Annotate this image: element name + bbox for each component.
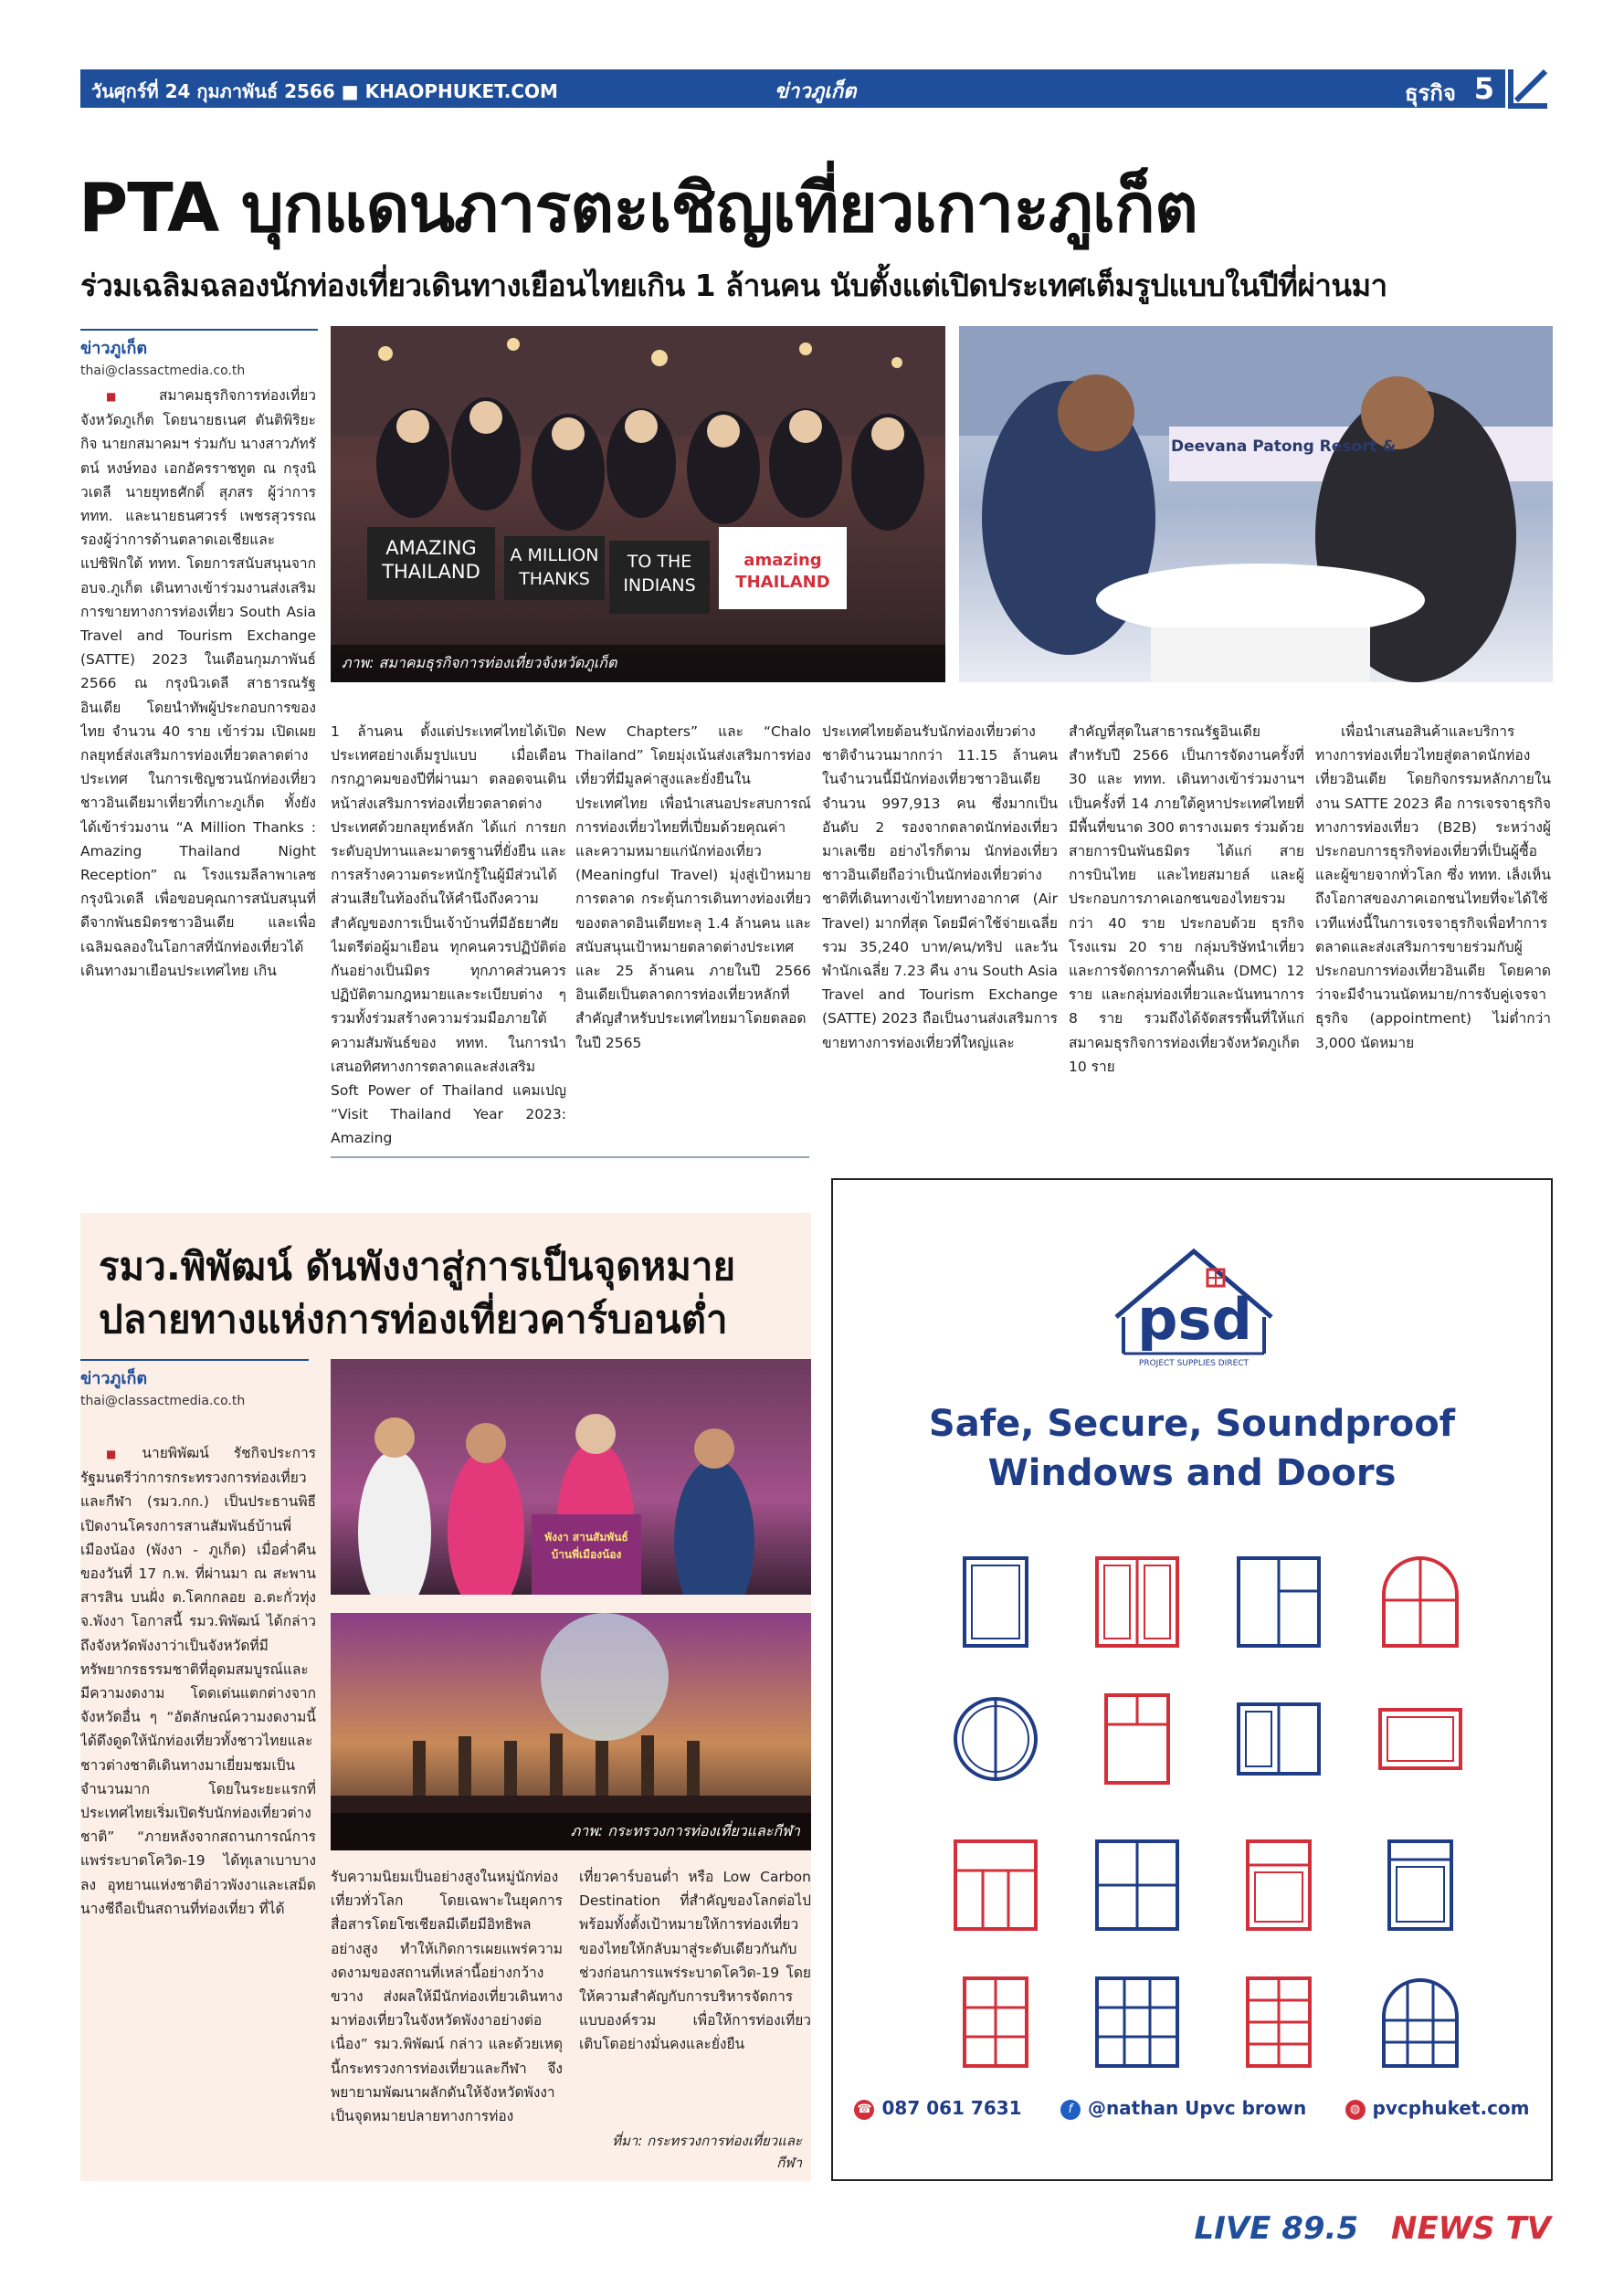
advertisement (831, 1178, 1553, 2181)
article2-col3-text: เที่ยวคาร์บอนต่ำ หรือ Low Carbon Destination ที่สำคัญของโลกต่อไป พร้อมทั้งตั้งเป้าหมายให้การท่องเที่ยวของไทยให้กลับมาสู่ระดับเดียวกันกับช่วงก่อนการแพร่ระบาดโควิด-19 โดยให้ความสำคัญกับการบริหารจัดการแบบองค์รวม เพื่อให้การท่องเที่ยวเติบโตอย่างมั่นคงและยั่งยืน (579, 1869, 811, 2053)
round-window-icon (952, 1692, 1039, 1786)
advert-tagline-line2: Windows and Doors (987, 1452, 1397, 1494)
photo-cultural-performance (331, 1613, 811, 1850)
advert-phone-text: 087 061 7631 (881, 2097, 1022, 2119)
article2-headline: รมว.พิพัฒน์ ดันพังงาสู่การเป็นจุดหมายปลายทางแห่งการท่องเที่ยวคาร์บอนต่ำ (99, 1244, 736, 1342)
psd-logo-text: psd (1137, 1286, 1252, 1353)
photo-b2b-scene (959, 326, 1553, 682)
arched-window-icon (1376, 1555, 1464, 1649)
single-window-icon (952, 1555, 1039, 1649)
article2-source: ที่มา: กระทรวงการท่องเที่ยวและกีฬา (612, 2133, 802, 2171)
colonial-window-icon (1235, 1975, 1323, 2070)
advert-tagline-line1: Safe, Secure, Soundproof (928, 1403, 1456, 1445)
photo-caption: ภาพ: กระทรวงการท่องเที่ยวและกีฬา (331, 1813, 811, 1850)
advert-phone[interactable] (854, 2097, 1021, 2119)
article1-col4-text: ประเทศไทยต้อนรับนักท่องเที่ยวต่างชาติจำนวนมากกว่า 11.15 ล้านคน ในจำนวนนี้มีนักท่องเที่ยวชาวอินเดีย จำนวน 997,913 คน ซึ่งมากเป็นอันดับ 2 รองจากตลาดนักท่องเที่ยวมาเลเซีย อย่างไรก็ตาม นักท่องเที่ยวชาวอินเดียถือว่าเป็นนักท่องเที่ยวต่างชาติที่เดินทางเข้าไทยทางอากาศ (Air Travel) มากที่สุด โดยมีค่าใช้จ่ายเฉลี่ยรวม 35,240 บาท/คน/ทริป และวันพำนักเฉลี่ย 7.23 คืน งาน South Asia Travel and Tourism Exchange (SATTE) 2023 ถือเป็นงานส่งเสริมการขายทางการท่องเที่ยวที่ใหญ่และ (822, 723, 1058, 1051)
article1-col2-text: 1 ล้านคน ตั้งแต่ประเทศไทยได้เปิดประเทศอย่างเต็มรูปแบบ เมื่อเดือนกรกฎาคมของปีที่ผ่านมา ตลอดจนเดินหน้าส่งเสริมการท่องเที่ยวตลาดต่างประเทศด้วยกลยุทธ์หลัก ได้แก่ การยกระดับอุปทานและมาตรฐานที่ยั่งยืน และการสร้างความตระหนักรู้ในผู้มีส่วนได้ส่วนเสียในท้องถิ่นให้คำนึงถึงความสำคัญของการเป็นเจ้าบ้านที่มีอัธยาศัยไมตรีต่อผู้มาเยือน ทุกคนควรปฏิบัติต่อกันอย่างเป็นมิตร ทุกภาคส่วนควรปฏิบัติตามกฎหมายและระเบียบต่าง ๆ รวมทั้งร่วมสร้างความร่วมมือภายใต้ความสัมพันธ์ของ ททท. ในการนำเสนอทิศทางการตลาดและส่งเสริม Soft Power of Thailand แคมเปญ “Visit Thailand Year 2023: Amazing (331, 723, 566, 1147)
sign-a-million-thanks: A MILLION THANKS (510, 545, 599, 589)
page-number: 5 (1473, 71, 1494, 106)
split-window-icon (1235, 1555, 1323, 1649)
newspaper-logo: ข่าวภูเก็ต (775, 80, 857, 103)
byline-name: ข่าวภูเก็ต (80, 329, 318, 361)
casement-window-icon (1093, 1692, 1181, 1786)
article2-column-3 (579, 1865, 811, 2084)
psd-logo-subtitle: PROJECT SUPPLIES DIRECT (1138, 1359, 1250, 1368)
byline-article2 (80, 1359, 309, 1408)
photo-b2b-meeting (959, 326, 1553, 682)
byline-email: thai@classactmedia.co.th (80, 1394, 246, 1408)
article2-column-2 (331, 1865, 563, 2179)
sign-to-the-indians: TO THE INDIANS (623, 552, 696, 595)
triple-window-icon (952, 1838, 1039, 1933)
phone-icon: ☎ (854, 2100, 874, 2120)
sign-amazing-thailand-logo: amazing THAILAND (735, 551, 830, 592)
advert-facebook-text: @nathan Upvc brown (1087, 2097, 1307, 2119)
four-pane-window-icon (1093, 1838, 1181, 1933)
article1-column-4 (822, 720, 1058, 1149)
article1-col1-text: สมาคมธุรกิจการท่องเที่ยวจังหวัดภูเก็ต โดยนายธเนศ ตันติพิริยะกิจ นายกสมาคมฯ ร่วมกับ นางสาวภัทรัตน์ หงษ์ทอง เอกอัครราชทูต ณ กรุงนิวเดลี นายยุทธศักดิ์ สุภสร ผู้ว่าการ ททท. และนายธนศวรร์ เพชรสุวรรณ รองผู้ว่าการด้านตลาดเอเชียและแปซิฟิกใต้ ททท. โดยการสนับสนุนจาก อบจ.ภูเก็ต เดินทางเข้าร่วมงานส่งเสริมการขายทางการท่องเที่ยว South Asia Travel and Tourism Exchange (SATTE) 2023 ในเดือนกุมภาพันธ์ 2566 ณ กรุงนิวเดลี สาธารณรัฐอินเดีย โดยนำทัพผู้ประกอบการของไทย จำนวน 40 ราย เข้าร่วม เปิดเผยกลยุทธ์ส่งเสริมการท่องเที่ยวตลาดต่างประเทศ ในการเชิญชวนนักท่องเที่ยวชาวอินเดียมาเที่ยวที่เกาะภูเก็ต ทั้งยังได้เข้าร่วมงาน “A Million Thanks : Amazing Thailand Night Reception” ณ โรงแรมลีลาพาเลซ กรุงนิวเดลี เพื่อขอบคุณการสนับสนุนที่ดีจากพันธมิตรชาวอินเดีย และเพื่อเฉลิมฉลองในโอกาสที่นักท่องเที่ยวได้เดินทางมาเยือนประเทศไทย เกิน (80, 387, 316, 979)
facebook-icon: f (1060, 2100, 1081, 2120)
main-headline: PTA บุกแดนภารตะเชิญเที่ยวเกาะภูเก็ต (79, 169, 1197, 248)
corner-arrow-icon (1505, 64, 1553, 111)
article1-col3-text: New Chapters” และ “Chalo Thailand” โดยมุ่งเน้นส่งเสริมการท่องเที่ยวที่มีมูลค่าสูงและยั่งยืนในประเทศไทย เพื่อนำเสนอประสบการณ์การท่องเที่ยวไทยที่เปี่ยมด้วยคุณค่าและความหมายแก่นักท่องเที่ยว (Meaningful Travel) มุ่งสู่เป้าหมายการตลาด กระตุ้นการเดินทางท่องเที่ยวของตลาดอินเดียทะลุ 1.4 ล้านคน และสนับสนุนเป้าหมายตลาดต่างประเทศและ 25 ล้านคน ภายในปี 2566 อินเดียเป็นตลาดการท่องเที่ยวหลักที่สำคัญสำหรับประเทศไทยมาโดยตลอด ในปี 2565 (575, 723, 811, 1051)
news-tv-logo: NEWS TV (1390, 2210, 1551, 2247)
photo-caption: ภาพ: สมาคมธุรกิจการท่องเที่ยวจังหวัดภูเก็ต (331, 645, 945, 682)
byline-name: ข่าวภูเก็ต (80, 1359, 309, 1391)
sign-amazing-thailand: AMAZING THAILAND (382, 537, 480, 583)
header-bar (80, 69, 1553, 108)
sliding-window-icon (1235, 1692, 1323, 1786)
footer-logos (1195, 2210, 1551, 2247)
grid-window-blue-icon (1093, 1975, 1181, 2070)
advert-website[interactable] (1345, 2097, 1530, 2119)
advert-contact-row (833, 2097, 1551, 2120)
photo-delegation-scene (331, 326, 945, 682)
advert-tagline (833, 1399, 1551, 1498)
article2-col2-text: รับความนิยมเป็นอย่างสูงในหมู่นักท่องเที่ยวทั่วโลก โดยเฉพาะในยุคการสื่อสารโดยโซเชียลมีเดียมีอิทธิพลอย่างสูง ทำให้เกิดการเผยแพร่ความงดงามของสถานที่เหล่านี้อย่างกว้างขวาง ส่งผลให้มีนักท่องเที่ยวเดินทางมาท่องเที่ยวในจังหวัดพังงาอย่างต่อเนื่อง” รมว.พิพัฒน์ กล่าว และด้วยเหตุนี้กระทรวงการท่องเที่ยวและกีฬา จึงพยายามพัฒนาผลักดันให้จังหวัดพังงาเป็นจุดหมายปลายทางการท่อง (331, 1869, 563, 2125)
advert-facebook[interactable] (1060, 2097, 1306, 2119)
column-divider (331, 1156, 809, 1158)
sub-headline: ร่วมเฉลิมฉลองนักท่องเที่ยวเดินทางเยือนไทยเกิน 1 ล้านคน นับตั้งแต่เปิดประเทศเต็มรูปแบบในปีที่ผ่านมา (80, 268, 1387, 303)
sign-deevana: Deevana Patong Resort & (1171, 437, 1397, 456)
article1-column-2 (331, 720, 566, 1149)
article1-column-1 (80, 384, 316, 1114)
grid-window-red-icon (952, 1975, 1039, 2070)
live-radio-logo: LIVE 89.5 (1194, 2210, 1359, 2247)
bullet-square-icon: ■ (106, 390, 153, 403)
podium-banner: พังงา สานสัมพันธ์บ้านพี่เมืองน้อง (544, 1531, 628, 1561)
globe-icon: ◍ (1345, 2100, 1366, 2120)
arched-grid-window-icon (1376, 1975, 1464, 2070)
byline-article1 (80, 329, 318, 378)
double-window-icon (1093, 1555, 1181, 1649)
article1-column-3 (575, 720, 811, 1149)
article1-column-5 (1069, 720, 1304, 1149)
section-name: ธุรกิจ (1404, 80, 1456, 106)
article2-column-1 (80, 1441, 316, 2179)
article1-column-6 (1315, 720, 1551, 1149)
byline-email: thai@classactmedia.co.th (80, 364, 246, 378)
advert-website-text: pvcphuket.com (1372, 2097, 1530, 2119)
door-window-icon (1235, 1838, 1323, 1933)
photo-delegation (331, 326, 945, 682)
article1-col6-text: เพื่อนำเสนอสินค้าและบริการทางการท่องเที่ยวไทยสู่ตลาดนักท่องเที่ยวอินเดีย โดยกิจกรรมหลักภายในงาน SATTE 2023 คือ การเจรจาธุรกิจทางการท่องเที่ยว (B2B) ระหว่างผู้ประกอบการธุรกิจท่องเที่ยวที่เป็นผู้ซื้อและผู้ขายจากทั่วโลก ซึ่ง ททท. เล็งเห็นถึงโอกาสของภาคเอกชนไทยที่จะได้ใช้เวทีแห่งนี้ในการเจรจาธุรกิจเพื่อทำการตลาดและส่งเสริมการขายร่วมกับผู้ประกอบการท่องเที่ยวอินเดีย โดยคาดว่าจะมีจำนวนนัดหมาย/การจับคู่เจรจาธุรกิจ (appointment) ไม่ต่ำกว่า 3,000 นัดหมาย (1315, 723, 1551, 1051)
wide-window-icon (1376, 1692, 1464, 1786)
article1-col5-text: สำคัญที่สุดในสาธารณรัฐอินเดีย สำหรับปี 2566 เป็นการจัดงานครั้งที่ 30 และ ททท. เดินทางเข้าร่วมงานฯ เป็นครั้งที่ 14 ภายใต้คูหาประเทศไทยที่มีพื้นที่ขนาด 300 ตารางเมตร ร่วมด้วยสายการบินพันธมิตร ได้แก่ สายการบินไทย และไทยสมายล์ และผู้ประกอบการภาคเอกชนของไทยรวมกว่า 40 ราย ประกอบด้วย ธุรกิจโรงแรม 20 ราย กลุ่มบริษัทนำเที่ยวและการจัดการภาคพื้นดิน (DMC) 12 ราย และกลุ่มท่องเที่ยวและนันทนาการ 8 ราย รวมถึงได้จัดสรรพื้นที่ให้แก่สมาคมธุรกิจการท่องเที่ยวจังหวัดภูเก็ต 10 ราย (1069, 723, 1304, 1075)
article2-box (80, 1213, 811, 2181)
article2-col1-text: นายพิพัฒน์ รัชกิจประการ รัฐมนตรีว่าการกระทรวงการท่องเที่ยวและกีฬา (รมว.กก.) เป็นประธานพิธีเปิดงานโครงการสานสัมพันธ์บ้านพี่เมืองน้อง (พังงา - ภูเก็ต) เมื่อค่ำคืนของวันที่ 17 ก.พ. ที่ผ่านมา ณ สะพานสารสิน บนฝั่ง ต.โคกกลอย อ.ตะกั่วทุ่ง จ.พังงา โอกาสนี้ รมว.พิพัฒน์ ได้กล่าวถึงจังหวัดพังงาว่าเป็นจังหวัดที่มีทรัพยากรธรรมชาติที่อุดมสมบูรณ์และมีความงดงาม โดดเด่นแตกต่างจากจังหวัดอื่น ๆ “อัตลักษณ์ความงดงามนี้ได้ดึงดูดให้นักท่องเที่ยวทั้งชาวไทยและชาวต่างชาติเดินทางมาเยี่ยมชมเป็นจำนวนมาก โดยในระยะแรกที่ประเทศไทยเริ่มเปิดรับนักท่องเที่ยวต่างชาติ” “ภายหลังจากสถานการณ์การแพร่ระบาดโควิด-19 ได้ทุเลาเบาบางลง อุทยานแห่งชาติอ่าวพังงาและเสม็ดนางชีถือเป็นสถานที่ท่องเที่ยว ที่ได้ (80, 1445, 316, 1917)
photo-ceremony-stage (331, 1359, 811, 1595)
issue-date-site: วันศุกร์ที่ 24 กุมภาพันธ์ 2566 ■ KHAOPHUKET.COM (91, 80, 558, 102)
tall-window-icon (1376, 1838, 1464, 1933)
bullet-square-icon: ■ (106, 1448, 137, 1460)
